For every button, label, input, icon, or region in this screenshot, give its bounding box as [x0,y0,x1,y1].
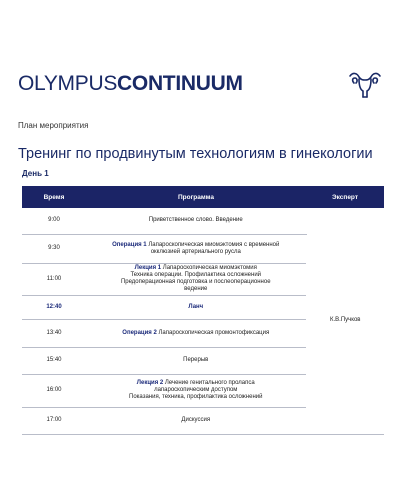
program-line: Лапароскопическая миомэктомия с временной [148,241,280,248]
day-label: День 1 [22,169,49,178]
section-label: План мероприятия [18,121,89,130]
program-prefix: Операция 2 [122,329,157,336]
uterus-icon [348,70,382,100]
header-time: Время [22,186,86,208]
program-prefix: Лекция 1 [134,265,162,271]
row-time: 16:00 [22,374,86,407]
row-time: 12:40 [22,295,86,319]
program-line: Лапароскопическая промонтофиксация [158,329,270,336]
row-program [86,407,306,434]
table-header-row [22,186,384,208]
program-prefix: Операция 1 [112,241,147,248]
row-time: 9:00 [22,208,86,234]
program-line: Техника операции. Профилактика осложнений [130,272,262,278]
schedule-table [22,186,384,435]
row-time: 15:40 [22,347,86,374]
page-title: Тренинг по продвинутым технологиям в гинекологии [18,146,373,162]
row-time: 17:00 [22,407,86,434]
program-line: Перерыв [183,357,209,363]
program-line: Лечение генитального пролапса [164,380,255,386]
program-line: Приветственное слово. Введение [148,217,243,224]
program-prefix: Лекция 2 [136,380,164,386]
expert-name: К.В.Пучков [306,208,384,434]
header-expert: Эксперт [306,186,384,208]
program-line: Показания, техника, профилактика осложнений [129,394,263,400]
row-program [86,374,306,407]
header-program: Программа [86,186,306,208]
brand-logo-bold: CONTINUUM [117,72,243,95]
table-row [22,208,384,234]
row-program [86,208,306,234]
row-program [86,263,306,295]
program-line: ведение [184,286,208,292]
row-program [86,234,306,263]
row-time: 9:30 [22,234,86,263]
program-line: Дискуссия [181,417,211,423]
brand-logo-light: OLYMPUS [18,72,118,95]
program-line: окклюзией артериального русла [150,248,241,255]
row-program [86,319,306,347]
row-time: 11:00 [22,263,86,295]
row-program [86,295,306,319]
row-program [86,347,306,374]
program-line: Предоперационная подготовка и послеоперационное [120,279,271,285]
program-line: лапароскопическим доступом [154,387,238,393]
program-line: Лапароскопическая миомэктомия [162,265,257,271]
program-line: Ланч [188,303,204,310]
row-time: 13:40 [22,319,86,347]
brand-logo [18,72,243,94]
